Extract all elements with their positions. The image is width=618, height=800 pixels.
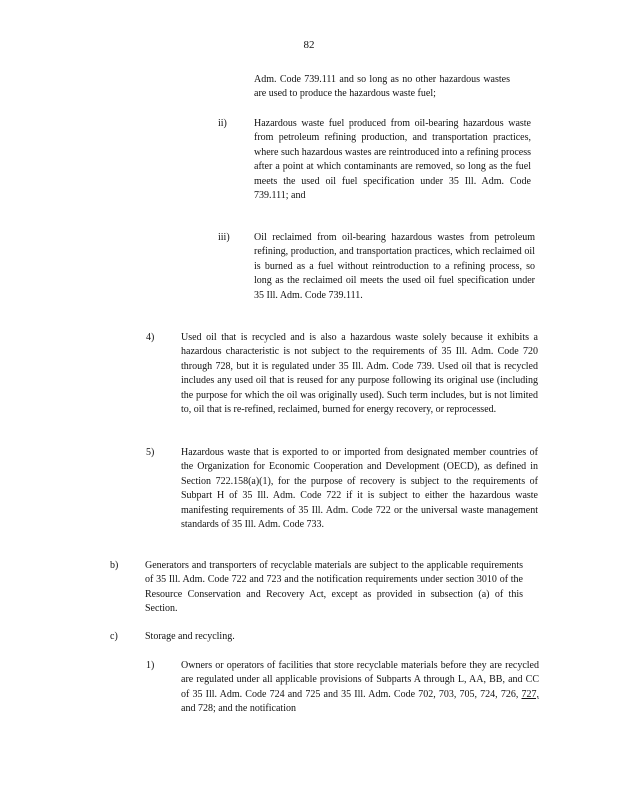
item-c-1-text-underlined: 727, [521, 688, 540, 700]
item-i-continuation: Adm. Code 739.111 and so long as no other hazardous wastes are used to produce the hazardous waste fuel; [254, 74, 510, 100]
item-iii-text: Oil reclaimed from oil-bearing hazardous wastes from petroleum refining, production, and transportation practices, which reclaimed oil is burned as a fuel without reintroduction to a refining process, so long as the reclaimed oil meets the used oil fuel specification under 35 Ill. Adm. Code 739.111. [254, 232, 535, 301]
item-c-1-text-after: and 728; and the notification [181, 703, 296, 715]
page-number: 82 [303, 39, 315, 51]
item-c-label: c) [110, 631, 118, 642]
item-4-text: Used oil that is recycled and is also a hazardous waste solely because it exhibits a hazardous characteristic is not subject to the requirements of 35 Ill. Adm. Code 720 through 728, but it is regulated under 35 Ill. Adm. Code 739. Used oil that is recycled includes any used oil that is reused for any purpose following its original use (including the purpose for which the oil was originally used). Such term includes, but is not limited to, oil that is re-refined, reclaimed, burned for energy recovery, or reprocessed. [181, 332, 538, 416]
item-b-label: b) [110, 560, 119, 571]
item-c-1-text [181, 659, 539, 717]
item-5-text: Hazardous waste that is exported to or imported from designated member countries of the Organization for Economic Cooperation and Development (OECD), as defined in Section 722.158(a)(1), for the purpose of recovery is subject to the requirements of Subpart H of 35 Ill. Adm. Code 722 if it is subject to either the hazardous waste manifesting requirements of 35 Ill. Adm. Code 722 or the universal waste management standards of 35 Ill. Adm. Code 733. [181, 447, 538, 531]
item-c-text: Storage and recycling. [145, 631, 235, 642]
item-ii-label: ii) [218, 118, 227, 129]
item-ii-text: Hazardous waste fuel produced from oil-bearing hazardous waste from petroleum refining production, and transportation practices, where such hazardous wastes are reintroduced into a refining process after a point at which contaminants are removed, so long as the fuel meets the used oil fuel specification under 35 Ill. Adm. Code 739.111; and [254, 118, 531, 202]
item-b-text: Generators and transporters of recyclable materials are subject to the applicable requirements of 35 Ill. Adm. Code 722 and 723 and the notification requirements under section 3010 of the Resource Conservation and Recovery Act, except as provided in subsection (a) of this Section. [145, 560, 523, 615]
item-iii-label: iii) [218, 232, 230, 243]
item-5-label: 5) [146, 447, 155, 458]
item-c-1-text-before: Owners or operators of facilities that store recyclable materials before they are recycled are regulated under all applicable provisions of Subparts A through L, AA, BB, and CC of 35 Ill. Adm. Code 724 and 725 and 35 Ill. Adm. Code 702, 703, 705, 724, 726, [181, 660, 539, 700]
item-c-1-label: 1) [146, 660, 155, 671]
item-4-label: 4) [146, 332, 155, 343]
